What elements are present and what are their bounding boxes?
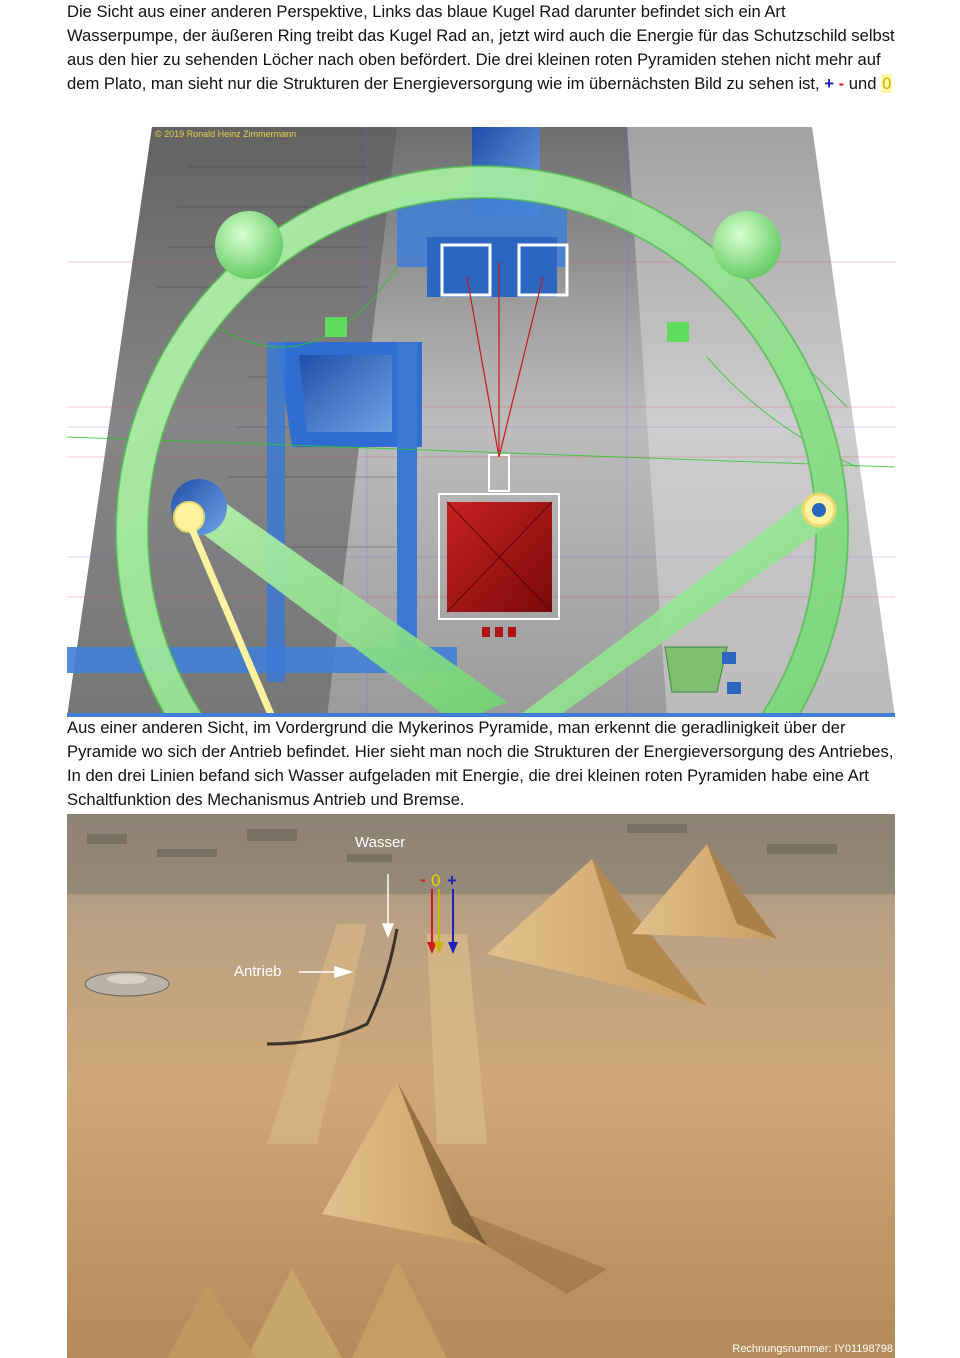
- antrieb-label: Antrieb: [234, 963, 282, 980]
- minus-label: -: [420, 870, 426, 889]
- copyright-text: © 2019 Ronald Heinz Zimmermann: [155, 129, 297, 139]
- wasser-label: Wasser: [355, 834, 406, 851]
- intro-paragraph: [67, 0, 897, 96]
- second-paragraph: Aus einer anderen Sicht, im Vordergrund die Mykerinos Pyramide, man erkennt die geradlinigkeit über der Pyramide wo sich der Antrieb befindet. Hier sieht man noch die Strukturen der Energieversorgung des Antriebes, In den drei Linien befand sich Wasser aufgeladen mit Energie, die drei kleinen roten Pyramiden habe eine Art Schaltfunktion des Mechanismus Antrieb und Bremse.: [67, 718, 894, 809]
- zero-symbol: 0: [882, 74, 892, 93]
- left-sphere: [215, 211, 283, 279]
- plus-label: +: [447, 871, 457, 890]
- and-word: und: [848, 74, 877, 93]
- right-sphere: [713, 211, 781, 279]
- aerial-photo-figure: [67, 814, 895, 1358]
- zero-label: 0: [431, 871, 441, 890]
- plus-symbol: +: [824, 74, 834, 93]
- invoice-number: Rechnungsnummer: IY01198798: [732, 1343, 893, 1355]
- intro-text: Die Sicht aus einer anderen Perspektive, Links das blaue Kugel Rad darunter befindet sich ein Art Wasserpumpe, der äußeren Ring treibt das Kugel Rad an, jetzt wird auch die Energie für das Schutzschild selbst aus den hier zu sehenden Löcher nach oben befördert. Die drei kleinen roten Pyramiden stehen nicht mehr auf dem Plato, man sieht nur die Strukturen der Energieversorgung wie im übernächsten Bild zu sehen ist,: [67, 2, 895, 93]
- rendering-figure: [67, 127, 895, 717]
- rendering-image: [67, 127, 895, 717]
- minus-symbol: -: [838, 74, 845, 93]
- aerial-photo: [67, 814, 895, 1358]
